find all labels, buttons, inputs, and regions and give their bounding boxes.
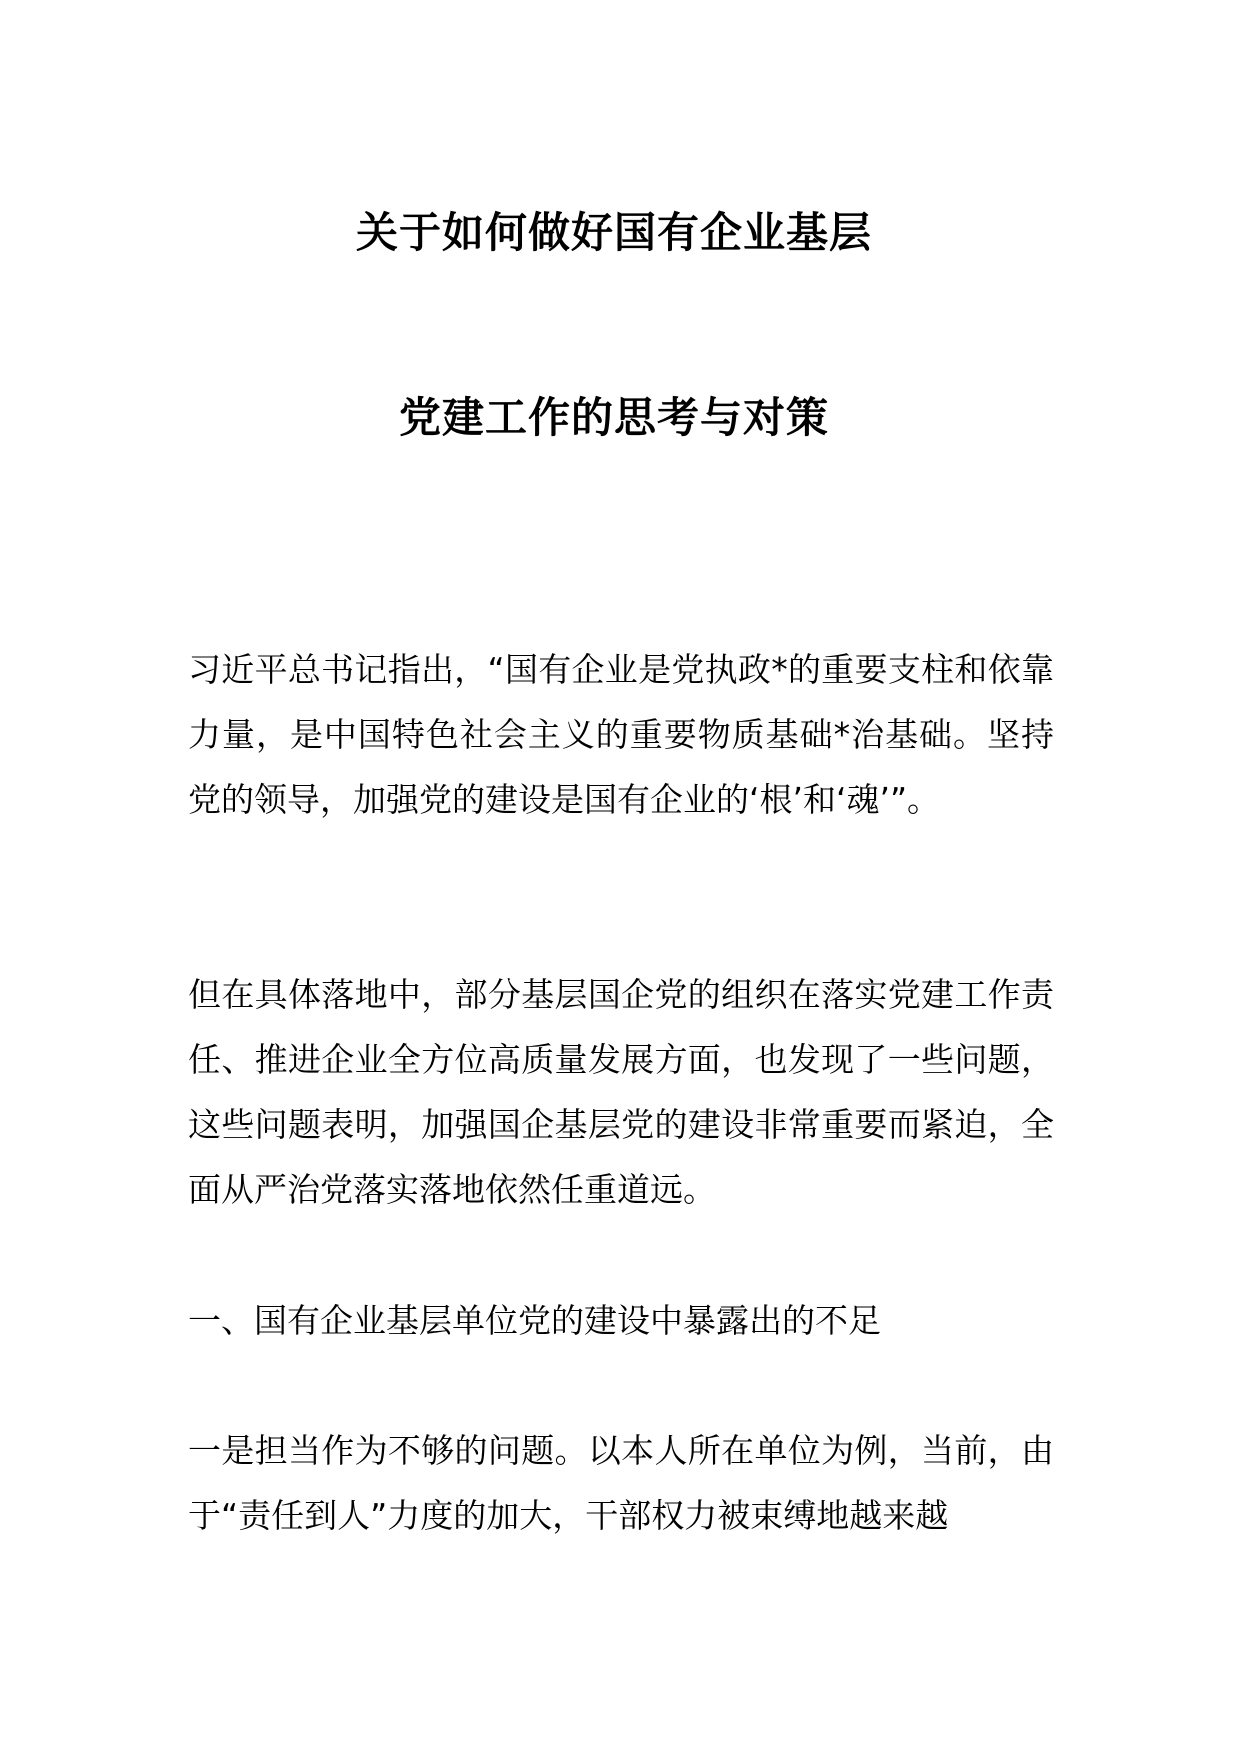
paragraph-problems-overview: 但在具体落地中，部分基层国企党的组织在落实党建工作责任、推进企业全方位高质量发展方面，也发现了一些问题，这些问题表明，加强国企基层党的建设非常重要而紧迫，全面从严治党落实落地依然任重道远。	[188, 975, 1054, 1209]
paragraph-intro-quote: 习近平总书记指出，“国有企业是党执政*的重要支柱和依靠力量，是中国特色社会主义的重要物质基础*治基础。坚持党的领导，加强党的建设是国有企业的‘根’和‘魂’”。	[188, 650, 1054, 819]
document-title-line-2: 党建工作的思考与对策	[398, 393, 829, 442]
document-title-line-1: 关于如何做好国有企业基层	[355, 208, 872, 257]
paragraph-section-1-point-1: 一是担当作为不够的问题。以本人所在单位为例，当前，由于“责任到人”力度的加大，干部权力被束缚地越来越	[188, 1431, 1054, 1535]
section-heading: 一、国有企业基层单位党的建设中暴露出的不足	[188, 1301, 881, 1340]
